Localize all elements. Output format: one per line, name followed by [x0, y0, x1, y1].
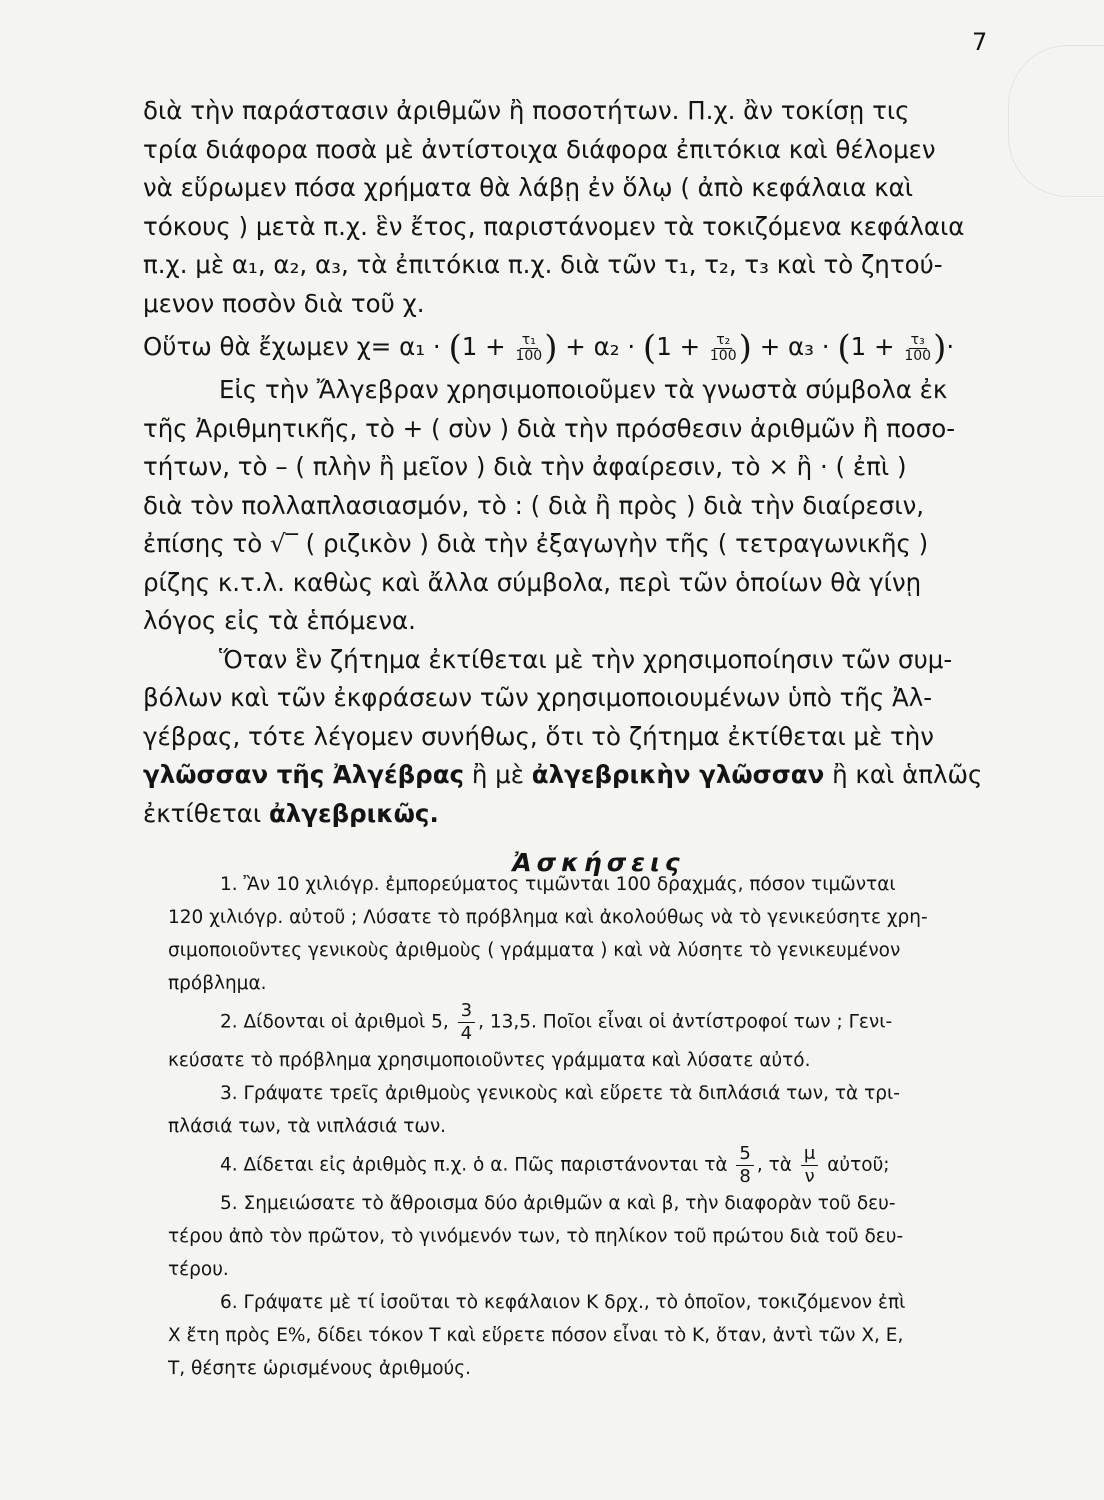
paren-open: ( [837, 328, 851, 368]
text-fragment: ἢ μὲ [464, 760, 532, 789]
text-line: ἐπίσης τὸ √‾ ( ριζικὸν ) διὰ τὴν ἐξαγωγὴν τῆς ( τετραγωνικῆς ) [143, 529, 929, 558]
bold-term: ἀλγεβρικῶς. [268, 798, 439, 828]
fraction-numerator: μ [801, 1143, 818, 1166]
fraction-3-4 [458, 1000, 475, 1044]
paren-open: ( [642, 328, 657, 368]
fraction-numerator: τ₁ [521, 331, 536, 348]
paren-open: ( [448, 328, 462, 368]
text-line: διὰ τὴν παράστασιν ἀριθμῶν ἢ ποσοτήτων. Π.χ. ἂν τοκίσῃ τις [143, 96, 910, 125]
exercise-line [168, 1000, 1016, 1044]
fraction-denominator: 4 [460, 1023, 473, 1044]
text-line: μενον ποσὸν διὰ τοῦ χ. [143, 288, 425, 318]
fraction-denominator: ν [804, 1166, 815, 1187]
exercise-line [168, 1143, 1016, 1187]
fraction-5-8 [736, 1143, 753, 1187]
text-line: τήτων, τὸ – ( πλὴν ἢ μεῖον ) διὰ τὴν ἀφαίρεσιν, τὸ × ἢ · ( ἐπὶ ) [143, 452, 907, 481]
fraction-denominator: 8 [739, 1166, 751, 1187]
paren-close: ) [738, 328, 752, 368]
text-line: τόκους ) μετὰ π.χ. ἓν ἔτος, παριστάνομεν τὰ τοκιζόμενα κεφάλαια [143, 211, 965, 241]
text-line: βόλων καὶ τῶν ἐκφράσεων τῶν χρησιμοποιουμένων ὑπὸ τῆς Ἀλ- [143, 683, 933, 712]
text-fragment: αὐτοῦ; [827, 1154, 890, 1176]
text-fragment: , 13,5. Ποῖοι εἶναι οἱ ἀντίστροφοί των ; Γενι- [478, 1011, 893, 1033]
exercise-line: 3. Γράψατε τρεῖς ἀριθμοὺς γενικοὺς καὶ εὕρετε τὰ διπλάσιά των, τὰ τρι- [220, 1083, 900, 1104]
bold-term: ἀλγεβρικὴν γλῶσσαν [531, 760, 825, 789]
exercise-line: Τ, θέσητε ὡρισμένους ἀριθμούς. [168, 1358, 471, 1379]
formula-one-plus: 1 + [850, 332, 895, 361]
fraction-denominator: 100 [515, 347, 543, 364]
formula-tail: · [946, 332, 955, 361]
text-line: τρία διάφορα ποσὰ μὲ ἀντίστοιχα διάφορα ἐπιτόκια καὶ θέλομεν [143, 134, 936, 164]
fraction-numerator: 5 [736, 1143, 753, 1166]
text-line: τῆς Ἀριθμητικῆς, τὸ + ( σὺν ) διὰ τὴν πρόσθεσιν ἀριθμῶν ἢ ποσο- [143, 413, 956, 443]
fraction-t3 [904, 333, 931, 364]
bold-term: γλῶσσαν τῆς Ἀλγέβρας [143, 760, 465, 789]
fraction-numerator: τ₂ [716, 331, 731, 348]
text-fragment: 2. Δίδονται οἱ ἀριθμοὶ 5, [220, 1011, 449, 1033]
library-stamp [1008, 45, 1104, 197]
fraction-mu-nu [801, 1143, 818, 1187]
fraction-denominator: 100 [904, 347, 932, 364]
exercise-line: τέρου ἀπὸ τὸν πρῶτον, τὸ γινόμενόν των, τὸ πηλίκον τοῦ πρώτου διὰ τοῦ δευ- [168, 1226, 904, 1247]
fraction-t1 [515, 333, 542, 364]
page-number: 7 [972, 28, 988, 56]
exercise-line: σιμοποιοῦντες γενικοὺς ἀριθμοὺς ( γράμματα ) καὶ νὰ λύσητε τὸ γενικευμένον [168, 940, 901, 961]
exercise-line: 1. Ἂν 10 χιλιόγρ. ἐμπορεύματος τιμῶνται 100 δραχμάς, πόσον τιμῶνται [220, 874, 896, 895]
fraction-t2 [710, 333, 737, 364]
exercise-line: 6. Γράψατε μὲ τί ἰσοῦται τὸ κεφάλαιον Κ δρχ., τὸ ὁποῖον, τοκιζόμενον ἐπὶ [220, 1292, 906, 1313]
text-fragment: ἐκτίθεται [143, 798, 269, 828]
text-line: Εἰς τὴν Ἄλγεβραν χρησιμοποιοῦμεν τὰ γνωστὰ σύμβολα ἐκ [219, 375, 948, 404]
text-line-bold-terms [143, 756, 998, 795]
exercises [168, 868, 1016, 1385]
formula-lead: Οὕτω θὰ ἔχωμεν χ= α₁ · [143, 332, 441, 361]
section-heading: Ἀσκήσεις [512, 848, 685, 877]
formula-one-plus: 1 + [461, 332, 506, 361]
formula-plus-a2: + α₂ · [565, 332, 636, 361]
fraction-numerator: τ₃ [910, 331, 925, 348]
text-line: διὰ τὸν πολλαπλασιασμόν, τὸ : ( διὰ ἢ πρὸς ) διὰ τὴν διαίρεσιν, [143, 490, 925, 520]
exercise-line: κεύσατε τὸ πρόβλημα χρησιμοποιοῦντες γράμματα καὶ λύσατε αὐτό. [168, 1050, 811, 1071]
formula-plus-a3: + α₃ · [759, 332, 830, 361]
exercise-line: πρόβλημα. [168, 973, 267, 994]
exercise-line: Χ ἔτη πρὸς Ε%, δίδει τόκον Τ καὶ εὕρετε πόσον εἶναι τὸ Κ, ὅταν, ἀντὶ τῶν Χ, Ε, [168, 1325, 904, 1346]
text-line: Ὅταν ἓν ζήτημα ἐκτίθεται μὲ τὴν χρησιμοποίησιν τῶν συμ- [219, 644, 953, 674]
text-fragment: ἢ καὶ ἁπλῶς [824, 760, 983, 789]
text-line: ρίζης κ.τ.λ. καθὼς καὶ ἄλλα σύμβολα, περὶ τῶν ὁποίων θὰ γίνῃ [143, 567, 922, 597]
interest-formula [143, 323, 998, 371]
text-fragment: 4. Δίδεται εἰς ἀριθμὸς π.χ. ὁ α. Πῶς παριστάνονται τὰ [220, 1154, 728, 1176]
exercise-line: 120 χιλιόγρ. αὐτοῦ ; Λύσατε τὸ πρόβλημα καὶ ἀκολούθως νὰ τὸ γενικεύσητε χρη- [168, 907, 928, 928]
text-line: γέβρας, τότε λέγομεν συνήθως, ὅτι τὸ ζήτημα ἐκτίθεται μὲ τὴν [143, 721, 934, 751]
exercise-line: τέρου. [168, 1259, 229, 1280]
paren-close: ) [933, 328, 947, 368]
fraction-numerator: 3 [458, 1000, 475, 1023]
text-line: π.χ. μὲ α₁, α₂, α₃, τὰ ἐπιτόκια π.χ. διὰ τῶν τ₁, τ₂, τ₃ καὶ τὸ ζητού- [143, 250, 943, 279]
text-fragment: , τὰ [756, 1154, 792, 1176]
exercise-line: πλάσιά των, τὰ νιπλάσιά των. [168, 1116, 447, 1137]
formula-one-plus: 1 + [656, 332, 701, 361]
main-text [143, 92, 998, 904]
exercise-line: 5. Σημειώσατε τὸ ἄθροισμα δύο ἀριθμῶν α καὶ β, τὴν διαφορὰν τοῦ δευ- [220, 1193, 896, 1214]
text-line: νὰ εὕρωμεν πόσα χρήματα θὰ λάβῃ ἐν ὅλῳ ( ἀπὸ κεφάλαια καὶ [143, 173, 914, 202]
paren-close: ) [544, 328, 558, 368]
fraction-denominator: 100 [709, 347, 737, 364]
text-line-bold-terms [143, 795, 998, 834]
text-line: λόγος εἰς τὰ ἑπόμενα. [143, 606, 416, 635]
